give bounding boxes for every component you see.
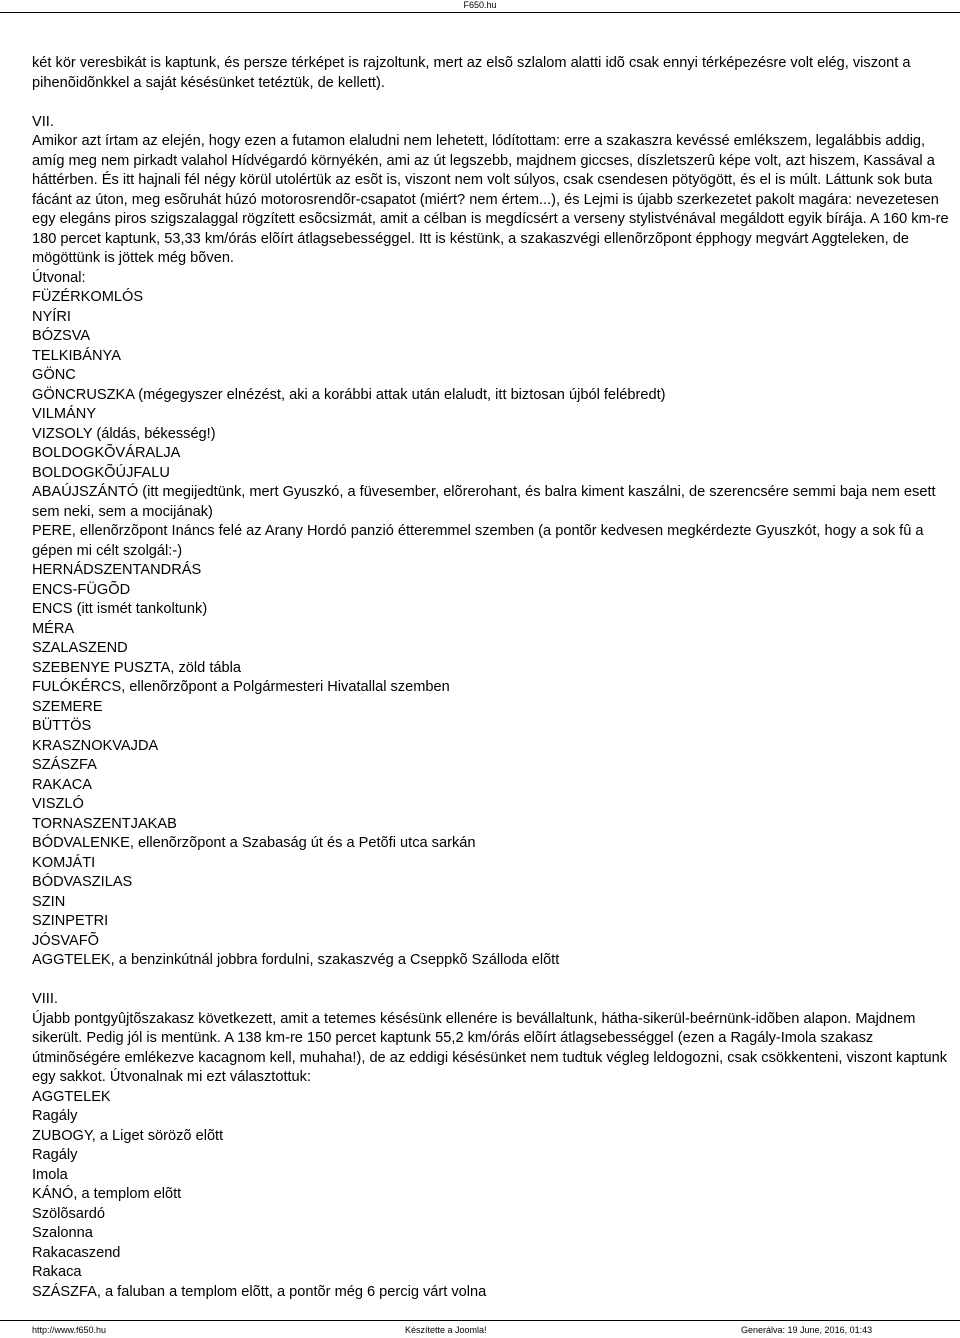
route-stop: KÁNÓ, a templom elõtt [32, 1186, 182, 1202]
route-stop: GÖNC [32, 367, 76, 383]
section-8-paragraph: Újabb pontgyûjtõszakasz következett, amit a tetemes késésünk ellenére is bevállaltunk, hátha-sikerül-beérnünk-idõben alapon. Majdnem sikerült. Pedig jól is mentünk. A 138 km-re 150 percet kaptunk 55,2 km/órás elõírt átlagsebességgel (ezen a Ragály-Imola szakasz útminõségére emlékezve kacagnom kell, muhaha!), de az eddigi késésünket nem tudtuk végleg leldogozni, csak csökkenteni, viszont kaptunk egy sakkot. Útvonalnak mi ezt választottuk: [32, 1010, 948, 1085]
route-stop: BOLDOGKÕVÁRALJA [32, 445, 181, 461]
route-stop: SZEMERE [32, 698, 103, 715]
route-stop: AGGTELEK [32, 1088, 111, 1105]
route-stop: Szalonna [32, 1225, 93, 1241]
site-name: F650.hu [463, 0, 497, 10]
footer-credit: Készítette a Joomla! [405, 1325, 487, 1335]
route-stop: NYÍRI [32, 308, 71, 325]
route-stop: BÓDVASZILAS [32, 874, 133, 890]
article-body [32, 54, 956, 1302]
header-divider [0, 12, 960, 13]
route-stop: BÓDVALENKE, ellenõrzõpont a Szabaság út és a Petõfi utca sarkán [32, 835, 476, 851]
route-stop: SZÁSZFA [32, 757, 97, 773]
route-stop: Rakaca [32, 1264, 82, 1280]
route-stop: JÓSVAFÕ [32, 932, 100, 949]
route-stop: HERNÁDSZENTANDRÁS [32, 562, 202, 578]
route-stop: SZINPETRI [32, 913, 109, 929]
route-stop: ENCS-FÜGÕD [32, 581, 131, 598]
page-footer [0, 1323, 960, 1337]
route-stop: Ragály [32, 1108, 78, 1124]
route-label: Útvonal: [32, 269, 86, 286]
route-stop: AGGTELEK, a benzinkútnál jobbra fordulni, szakaszvég a Cseppkõ Szálloda elõtt [32, 952, 560, 968]
footer-url-link[interactable]: http://www.f650.hu [32, 1325, 107, 1335]
section-7-route-list [32, 288, 956, 971]
route-stop: BÓZSVA [32, 328, 91, 344]
route-stop: RAKACA [32, 776, 93, 793]
intro-paragraph: két kör veresbikát is kaptunk, és persze térképet is rajzoltunk, mert az elsõ szlalom alatti idõ csak ennyi térképezésre volt elég, viszont a pihenõidõnkkel a saját késésünket tetéztük, de kellett). [32, 55, 911, 91]
route-stop: SZALASZEND [32, 640, 128, 656]
page-header [0, 0, 960, 10]
route-stop: GÖNCRUSZKA (mégegyszer elnézést, aki a korábbi attak után elaludt, itt biztosan újból felébredt) [32, 386, 666, 403]
route-stop: KOMJÁTI [32, 854, 96, 871]
route-stop: FÜZÉRKOMLÓS [32, 289, 144, 305]
route-stop: Rakacaszend [32, 1244, 121, 1261]
route-stop: BÜTTÖS [32, 718, 92, 734]
route-stop: SZÁSZFA, a faluban a templom elõtt, a pontõr még 6 percig várt volna [32, 1283, 487, 1300]
route-stop: ENCS (itt ismét tankoltunk) [32, 601, 208, 617]
section-7-paragraph: Amikor azt írtam az elején, hogy ezen a futamon elaludni nem lehetett, lódítottam: erre a szakaszra kevéssé emlékszem, legalábbis addig, amíg meg nem pirkadt valahol Hídvégardó környékén, ami az út legszebb, majdnem giccses, díszletszerû képe volt, azt hiszem, Kassával a háttérben. És itt hajnali fél négy körül utolértük az esõt is, viszont nem volt súlyos, csak csendesen pötyögött, és el is múlt. Láttunk sok buta fácánt az úton, meg esõruhát húzó motorosrendõr-csapatot (miért? nem értem...), és Lejmi is újabb szerkezetet pakolt magára: nevezetesen egy elegáns piros szigszalaggal rögzített esõcsizmát, amit a célban is megdícsért a verseny stylistvénával megáldott egyik bírája. A 160 km-re 180 percet kaptunk, 53,33 km/órás elõírt átlagsebességgel. Itt is késtünk, a szakaszvégi ellenõrzõpont épphogy megvárt Aggteleken, de mögöttünk is jöttek még bõven. [32, 133, 949, 266]
route-stop: Ragály [32, 1147, 78, 1163]
route-stop: PERE, ellenõrzõpont Ináncs felé az Arany Hordó panzió étteremmel szemben (a pontõr kedvesen megkérdezte Gyuszkót, hogy a sok fû a gépen mi célt szolgál:-) [32, 523, 924, 559]
route-stop: TORNASZENTJAKAB [32, 815, 177, 832]
route-stop: VILMÁNY [32, 406, 97, 422]
route-stop: FULÓKÉRCS, ellenõrzõpont a Polgármesteri Hivatallal szemben [32, 679, 450, 695]
footer-divider [0, 1320, 960, 1321]
route-stop: Szölõsardó [32, 1205, 106, 1222]
route-stop: TELKIBÁNYA [32, 347, 121, 364]
route-stop: ABAÚJSZÁNTÓ (itt megijedtünk, mert Gyuszkó, a füvesember, elõrerohant, és balra kiment kaszálni, de szerencsére semmi baja nem esett sem neki, sem a mocijának) [32, 484, 936, 520]
route-stop: SZEBENYE PUSZTA, zöld tábla [32, 659, 241, 676]
route-stop: Imola [32, 1166, 68, 1183]
route-stop: MÉRA [32, 620, 75, 637]
footer-generated-date: Generálva: 19 June, 2016, 01:43 [741, 1325, 873, 1335]
section-8-heading: VIII. [32, 991, 58, 1007]
section-7-heading: VII. [32, 113, 54, 130]
route-stop: KRASZNOKVAJDA [32, 737, 159, 754]
route-stop: SZIN [32, 893, 66, 910]
route-stop: ZUBOGY, a Liget sörözõ elõtt [32, 1127, 224, 1144]
section-8-route-list [32, 1088, 956, 1303]
route-stop: VIZSOLY (áldás, békesség!) [32, 425, 216, 442]
route-stop: BOLDOGKÕÚJFALU [32, 464, 170, 481]
route-stop: VISZLÓ [32, 796, 84, 812]
